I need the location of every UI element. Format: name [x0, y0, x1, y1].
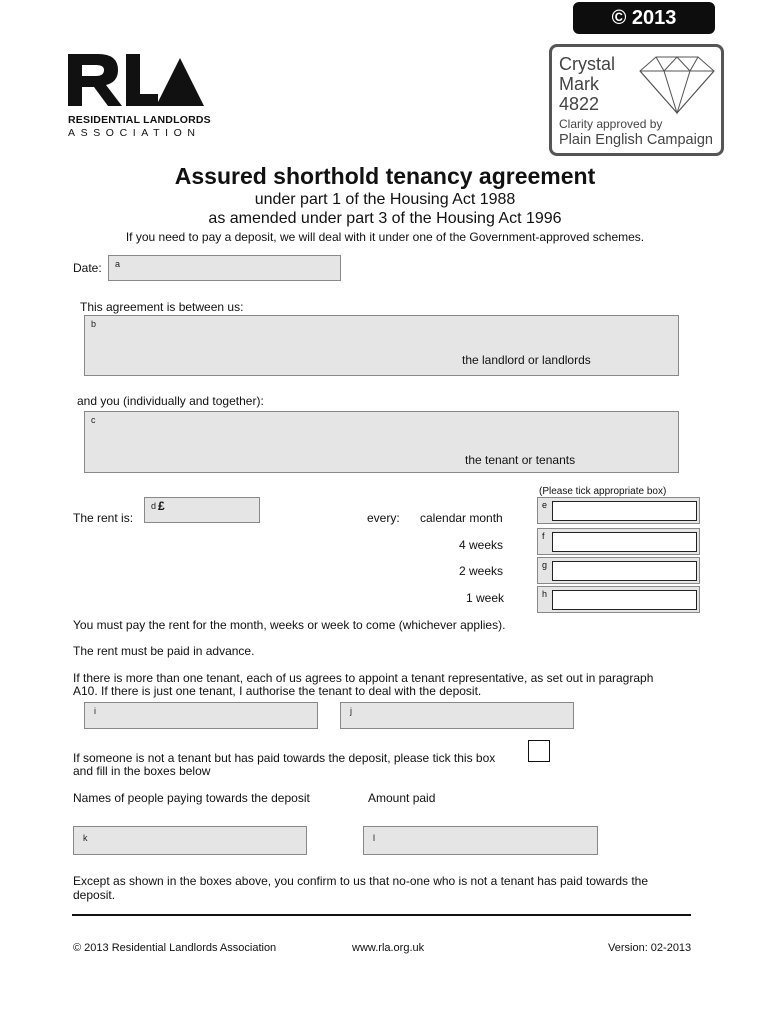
field-code-h: h	[542, 589, 548, 599]
date-label: Date:	[73, 261, 102, 275]
between-label: This agreement is between us:	[80, 300, 244, 314]
period-option-row	[537, 557, 700, 584]
landlord-caption: the landlord or landlords	[462, 353, 591, 367]
representative-field-i[interactable]	[84, 702, 318, 729]
field-code-b: b	[91, 319, 97, 329]
date-field[interactable]	[108, 255, 341, 281]
representative-text-line1: If there is more than one tenant, each of us agrees to appoint a tenant representative, as set out in paragraph	[73, 671, 654, 685]
footer-version: Version: 02-2013	[608, 942, 692, 954]
amount-label: Amount paid	[368, 791, 436, 805]
non-tenant-checkbox[interactable]	[528, 740, 550, 762]
field-code-l: l	[373, 833, 375, 843]
period-tick-box-4-weeks[interactable]	[552, 532, 697, 552]
period-tick-box-calendar-month[interactable]	[552, 501, 697, 521]
period-option-label: 4 weeks	[459, 538, 504, 552]
deposit-scheme-note: If you need to pay a deposit, we will deal with it under one of the Government-approved schemes.	[125, 230, 645, 244]
non-tenant-text-line1: If someone is not a tenant but has paid towards the deposit, please tick this box	[73, 751, 496, 765]
crystal-mark-clarity: Clarity approved by	[559, 117, 663, 131]
subtitle-line1: under part 1 of the Housing Act 1988	[254, 191, 516, 208]
period-option-label: 1 week	[466, 591, 505, 605]
field-code-c: c	[91, 415, 96, 425]
rla-logo	[68, 54, 211, 140]
crystal-diamond-icon	[638, 53, 716, 115]
amount-paid-field[interactable]	[363, 826, 598, 855]
tenant-caption: the tenant or tenants	[465, 453, 576, 467]
rla-logo-line1: RESIDENTIAL LANDLORDS	[68, 114, 211, 126]
names-label: Names of people paying towards the deposit	[73, 791, 310, 805]
field-code-j: j	[350, 706, 352, 716]
field-code-k: k	[83, 833, 88, 843]
period-tick-box-2-weeks[interactable]	[552, 561, 697, 581]
field-code-g: g	[542, 560, 548, 570]
field-code-d: d	[151, 501, 157, 511]
crystal-mark-line2: Mark	[559, 74, 599, 94]
rent-amount-field[interactable]	[144, 497, 260, 523]
rla-logo-line2: ASSOCIATION	[68, 127, 201, 139]
footer-website: www.rla.org.uk	[352, 942, 425, 954]
field-code-i: i	[94, 706, 96, 716]
every-label: every:	[367, 511, 400, 525]
field-code-f: f	[542, 531, 545, 541]
advance-text: The rent must be paid in advance.	[73, 644, 255, 658]
rent-label: The rent is:	[73, 511, 134, 525]
currency-symbol: £	[158, 499, 165, 513]
period-option-row	[537, 528, 700, 555]
field-code-a: a	[115, 259, 121, 269]
subtitle-line2: as amended under part 3 of the Housing Act 1996	[208, 210, 562, 227]
period-option-row	[537, 497, 700, 524]
and-you-label: and you (individually and together):	[77, 394, 264, 408]
field-code-e: e	[542, 500, 548, 510]
footer-divider	[72, 914, 691, 916]
confirmation-text-line2: deposit.	[73, 888, 116, 902]
confirmation-text-line1: Except as shown in the boxes above, you confirm to us that no-one who is not a tenant has paid towards the	[73, 874, 649, 888]
crystal-mark-line1: Crystal	[559, 54, 616, 74]
payer-names-field[interactable]	[73, 826, 307, 855]
crystal-mark-number: 4822	[559, 94, 600, 114]
period-tick-box-1-week[interactable]	[552, 590, 697, 610]
representative-field-j[interactable]	[340, 702, 574, 729]
tenant-field[interactable]	[84, 411, 679, 473]
footer-copyright: © 2013 Residential Landlords Association	[73, 942, 277, 954]
copyright-badge	[573, 2, 715, 34]
period-option-row	[537, 586, 700, 613]
crystal-mark-badge	[549, 44, 724, 156]
period-option-label: 2 weeks	[459, 564, 504, 578]
page-title: Assured shorthold tenancy agreement	[174, 163, 596, 189]
pay-period-text: You must pay the rent for the month, weeks or week to come (whichever applies).	[73, 618, 506, 632]
representative-text-line2: A10. If there is just one tenant, I authorise the tenant to deal with the deposit.	[73, 684, 482, 698]
landlord-field[interactable]	[84, 315, 679, 376]
period-option-label: calendar month	[420, 511, 503, 525]
rla-logo-mark	[68, 54, 204, 108]
tick-note: (Please tick appropriate box)	[539, 486, 667, 497]
copyright-badge-text: © 2013	[611, 7, 677, 29]
non-tenant-text-line2: and fill in the boxes below	[73, 764, 211, 778]
crystal-mark-campaign: Plain English Campaign	[559, 132, 713, 148]
